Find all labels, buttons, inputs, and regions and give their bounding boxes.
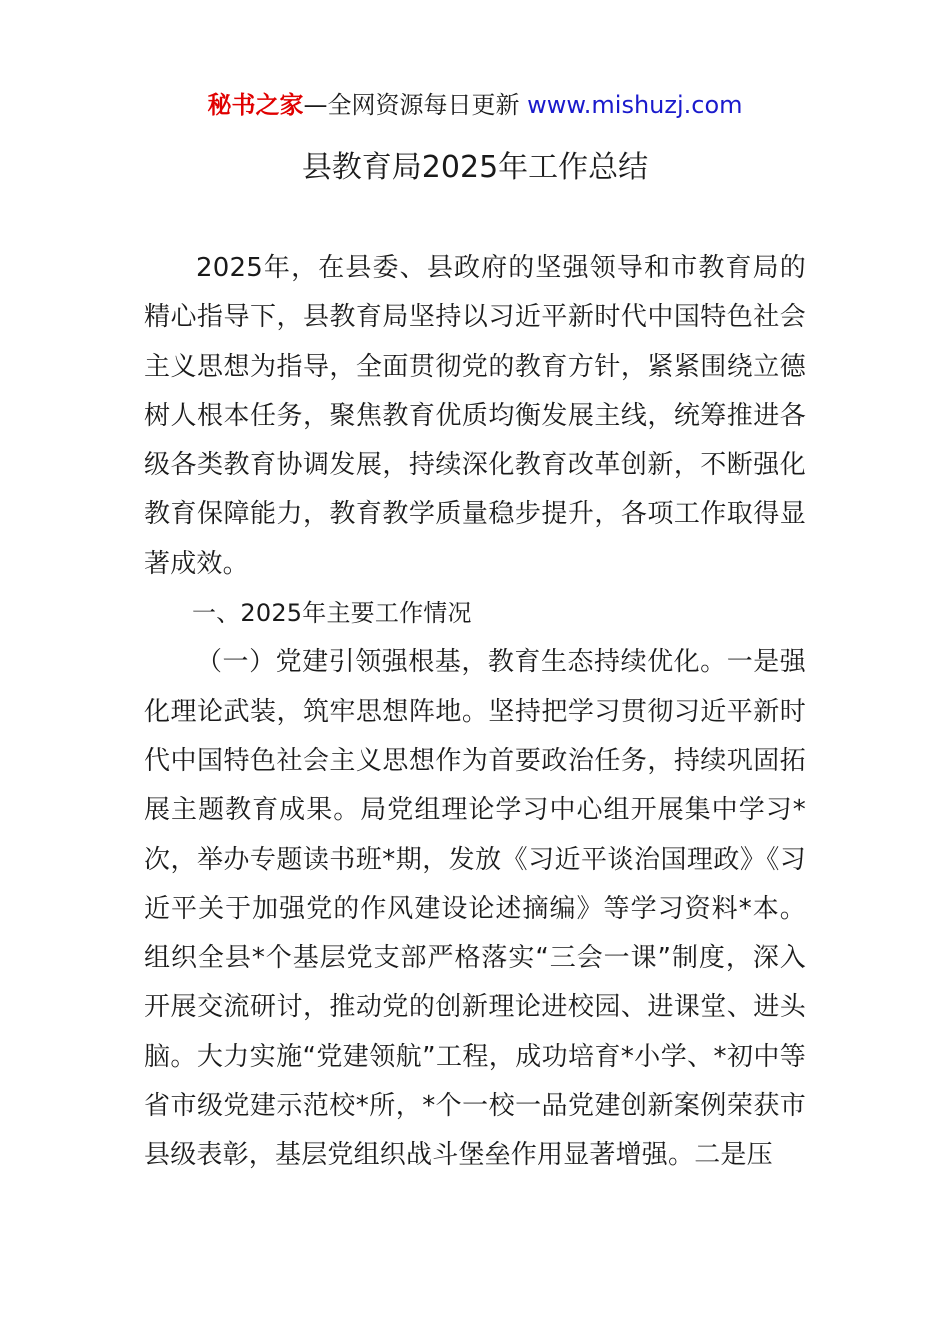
intro-paragraph: 2025年，在县委、县政府的坚强领导和市教育局的精心指导下，县教育局坚持以习近平新时代中国特色社会主义思想为指导，全面贯彻党的教育方针，紧紧围绕立德树人根本任务，聚焦教育优质均衡发展主线，统筹推进各级各类教育协调发展，持续深化教育改革创新，不断强化教育保障能力，教育教学质量稳步提升，各项工作取得显著成效。 [144,253,806,579]
site-header [0,88,950,122]
document-title: 县教育局2025年工作总结 [301,150,649,185]
section-heading: 一、2025年主要工作情况 [192,599,472,628]
site-slogan: —全网资源每日更新 [303,91,528,119]
brand-name: 秘书之家 [207,91,304,119]
body-paragraph: （一）党建引领强根基，教育生态持续优化。一是强化理论武装，筑牢思想阵地。坚持把学习贯彻习近平新时代中国特色社会主义思想作为首要政治任务，持续巩固拓展主题教育成果。局党组理论学习中心组开展集中学习*次，举办专题读书班*期，发放《习近平谈治国理政》《习近平关于加强党的作风建设论述摘编》等学习资料*本。组织全县*个基层党支部严格落实“三会一课”制度，深入开展交流研讨，推动党的创新理论进校园、进课堂、进头脑。大力实施“党建领航”工程，成功培育*小学、*初中等省市级党建示范校*所，*个一校一品党建创新案例荣获市县级表彰，基层党组织战斗堡垒作用显著增强。二是压 [144,647,806,1171]
site-url-link[interactable]: www.mishuzj.com [527,91,743,119]
document-body [144,244,806,1181]
